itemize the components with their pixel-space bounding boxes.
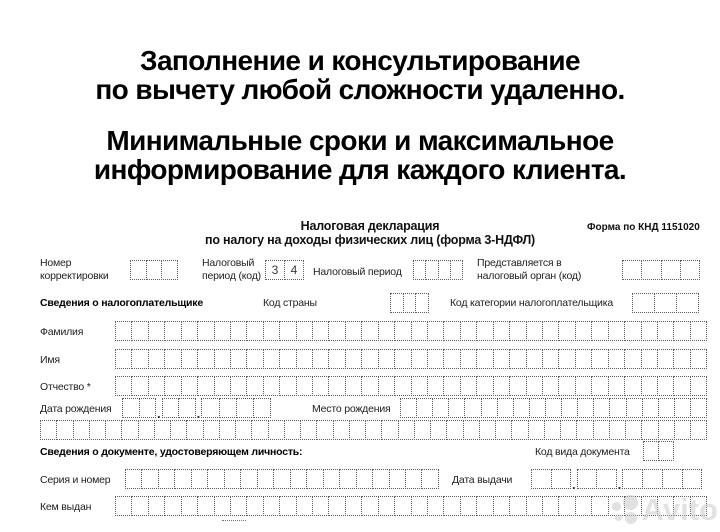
label-issue-date: Дата выдачи: [452, 474, 513, 486]
label-serial-number: Серия и номер: [40, 474, 111, 486]
label-country-code: Код страны: [263, 297, 317, 309]
knd-form-number: Форма по КНД 1151020: [587, 222, 700, 233]
avito-watermark: [612, 492, 718, 528]
birth-place-cells[interactable]: [400, 398, 707, 418]
birth-year-cells[interactable]: [201, 398, 271, 418]
label-tax-period: Налоговый период: [313, 266, 402, 278]
avito-logo-icon: [612, 495, 642, 525]
issue-year-cells[interactable]: [622, 469, 702, 489]
birth-place-continuation-cells[interactable]: [40, 420, 707, 440]
label-first-name: Имя: [40, 354, 60, 366]
avito-watermark-text: Avito: [641, 492, 718, 527]
document-section-header: Сведения о документе, удостоверяющем личность:: [40, 446, 303, 458]
serial-number-cells[interactable]: [125, 469, 439, 489]
label-taxpayer-category: Код категории налогоплательщика: [450, 297, 613, 309]
label-doc-type-code: Код вида документа: [535, 446, 630, 458]
headline-block-1: [0, 46, 720, 104]
tax-authority-cells[interactable]: [622, 260, 700, 280]
first-name-cells[interactable]: [115, 349, 707, 369]
label-tax-period-code: Налоговый период (код): [202, 257, 261, 282]
patronymic-cells[interactable]: [115, 376, 707, 396]
form-title-line-1: Налоговая декларация: [300, 219, 440, 233]
label-birth-place: Место рождения: [312, 403, 391, 415]
date-dot: .: [572, 477, 576, 492]
surname-cells[interactable]: [115, 321, 707, 341]
birth-day-cells[interactable]: [122, 398, 156, 418]
birth-date-cells[interactable]: [122, 398, 271, 421]
label-surname: Фамилия: [40, 326, 84, 338]
label-issuer: Кем выдан: [40, 501, 92, 513]
date-dot: .: [157, 406, 161, 421]
headline-block-2: [0, 126, 720, 184]
date-dot: .: [617, 477, 622, 492]
doc-type-code-cells[interactable]: [643, 441, 674, 461]
taxpayer-category-cells[interactable]: [632, 293, 699, 313]
issue-date-cells[interactable]: [531, 469, 702, 492]
headline-line-1: Заполнение и консультирование: [140, 45, 580, 76]
tax-period-code-cells[interactable]: 3 4: [265, 260, 304, 280]
birth-month-cells[interactable]: [162, 398, 196, 418]
dotted-fragment: [222, 520, 246, 521]
issue-day-cells[interactable]: [531, 469, 571, 489]
date-dot: .: [196, 406, 201, 421]
headline-line-2: по вычету любой сложности удаленно.: [95, 74, 625, 105]
label-tax-authority: Представляется в налоговый орган (код): [477, 257, 582, 282]
taxpayer-section-header: Сведения о налогоплательщике: [40, 297, 203, 309]
label-birth-date: Дата рождения: [40, 403, 112, 415]
label-patronymic: Отчество *: [40, 381, 91, 393]
label-correction-number: Номер корректировки: [40, 257, 109, 282]
tax-period-cells[interactable]: [413, 260, 463, 280]
headline-line-3: Минимальные сроки и максимальное: [106, 125, 614, 156]
headline-line-4: информирование для каждого клиента.: [93, 154, 627, 185]
correction-number-cells[interactable]: [130, 260, 178, 280]
issue-month-cells[interactable]: [577, 469, 617, 489]
form-title-line-2: по налогу на доходы физических лиц (форма 3-НДФЛ): [204, 233, 536, 247]
country-code-cells[interactable]: [390, 293, 429, 313]
